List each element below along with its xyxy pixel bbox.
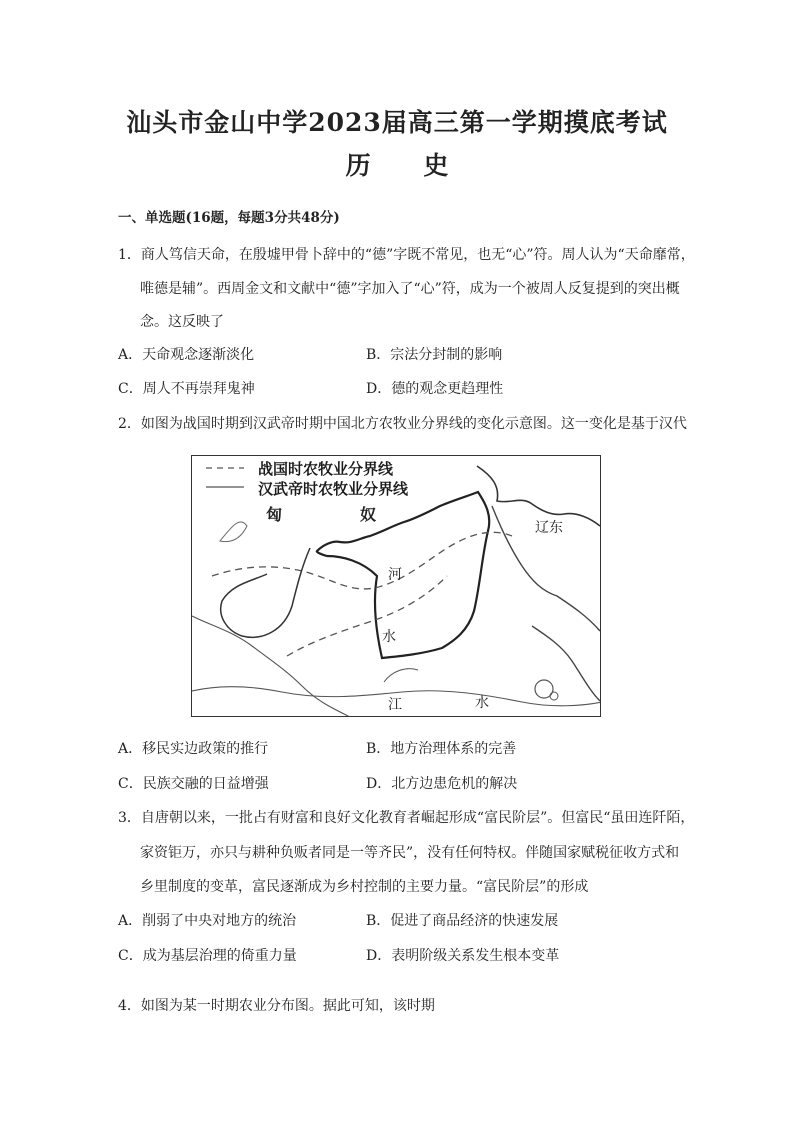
q3-option-d[interactable]: D．表明阶级关系发生根本变革 <box>366 948 560 964</box>
q2-option-b[interactable]: B．地方治理体系的完善 <box>366 741 517 757</box>
q2-option-d[interactable]: D．北方边患危机的解决 <box>366 776 518 792</box>
q2-line-1: 2．如图为战国时期到汉武帝时期中国北方农牧业分界线的变化示意图。这一变化是基于汉代 <box>118 416 687 432</box>
q3-line-2: 家资钜万，亦只与耕种负贩者同是一等齐民”，没有任何特权。伴随国家赋税征收方式和 <box>140 845 680 861</box>
q2-option-c[interactable]: C．民族交融的日益增强 <box>118 776 269 792</box>
q1-option-a[interactable]: A．天命观念逐渐淡化 <box>118 347 255 363</box>
map-label-xiong: 匈 <box>266 505 283 524</box>
q3-option-b[interactable]: B．促进了商品经济的快速发展 <box>366 913 559 929</box>
section-heading: 一、单选题(16题，每题3分共48分) <box>118 210 340 226</box>
q1-line-1: 1．商人笃信天命，在殷墟甲骨卜辞中的“德”字既不常见，也无“心”符。周人认为“天命靡常， <box>118 247 695 263</box>
exam-title: 汕头市金山中学2023届高三第一学期摸底考试 <box>126 108 668 137</box>
q1-option-b[interactable]: B．宗法分封制的影响 <box>366 347 503 363</box>
legend-han-wudi: 汉武帝时农牧业分界线 <box>258 480 409 498</box>
q3-option-c[interactable]: C．成为基层治理的倚重力量 <box>118 948 297 964</box>
q2-option-a[interactable]: A．移民实边政策的推行 <box>118 741 269 757</box>
map-label-he: 河 <box>388 567 402 583</box>
q4-line-1: 4．如图为某一时期农业分布图。据此可知，该时期 <box>118 998 435 1014</box>
subject-title: 历 史 <box>345 151 471 180</box>
q3-option-a[interactable]: A．削弱了中央对地方的统治 <box>118 913 297 929</box>
q3-line-1: 3．自唐朝以来，一批占有财富和良好文化教育者崛起形成“富民阶层”。但富民“虽田连阡陌， <box>118 810 695 826</box>
q1-line-3: 念。这反映了 <box>140 314 224 330</box>
map-label-jiang: 江 <box>388 697 402 713</box>
q1-option-c[interactable]: C．周人不再崇拜鬼神 <box>118 381 255 397</box>
q1-line-2: 唯德是辅”。西周金文和文献中“德”字加入了“心”符，成为一个被周人反复提到的突出概 <box>140 281 680 297</box>
boundary-map <box>191 455 601 717</box>
map-label-liaodong: 辽东 <box>535 520 563 536</box>
map-label-shui-2: 水 <box>475 695 489 711</box>
q1-option-d[interactable]: D．德的观念更趋理性 <box>366 381 504 397</box>
map-label-shui-1: 水 <box>382 629 396 645</box>
q3-line-3: 乡里制度的变革，富民逐渐成为乡村控制的主要力量。“富民阶层”的形成 <box>140 879 589 895</box>
map-label-nu: 奴 <box>360 505 377 524</box>
legend-warring-states: 战国时农牧业分界线 <box>258 460 394 478</box>
